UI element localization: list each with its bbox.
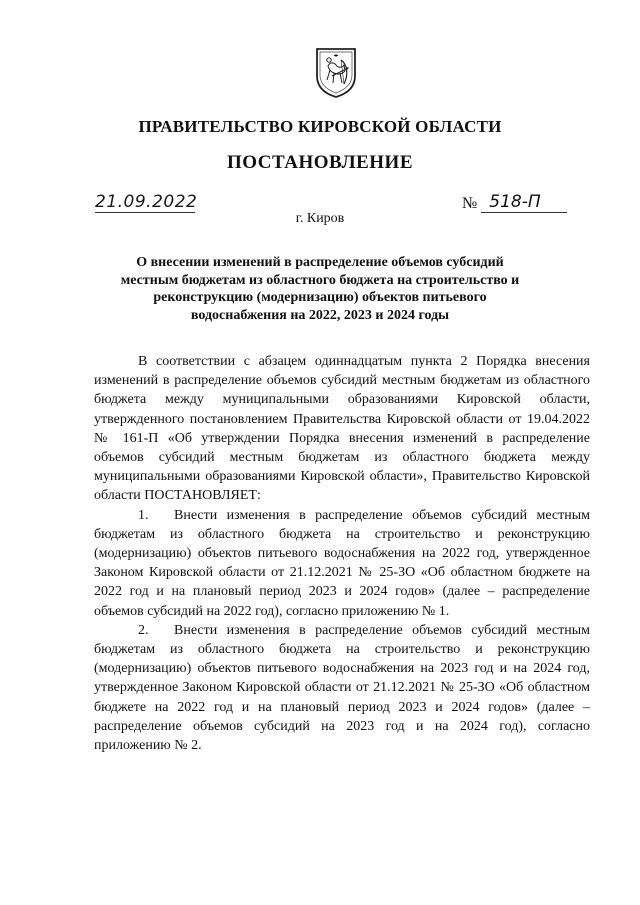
number-value: 518-П xyxy=(481,192,567,213)
item-number: 1. xyxy=(138,507,149,523)
document-subject: О внесении изменений в распределение объемов субсидий местным бюджетам из областного бюджета на строительство и реконструкцию (модернизацию) объектов питьевого водоснабжения на 2022, 2023 и 2024 годы xyxy=(120,255,520,323)
item-text: Внести изменения в распределение объемов субсидий местным бюджетам из областного бюджета на строительство и реконструкцию (модернизацию) объектов питьевого водоснабжения на 2023 год и на 2024 год, утвержденное Законом Кировской области от 21.12.2021 № 25-ЗО «Об областном бюджете на 2022 год и на плановый период 2023 и 2024 годов» (далее – распределение объемов субсидий на 2023 год и на 2024 год), согласно приложению № 2. xyxy=(94,622,590,754)
list-item xyxy=(94,506,590,621)
item-text: Внести изменения в распределение объемов субсидий местным бюджетам из областного бюджета на строительство и реконструкцию (модернизацию) объектов питьевого водоснабжения на 2022 год, утвержденное Законом Кировской области от 21.12.2021 № 25-ЗО «Об областном бюджете на 2022 год и на плановый период 2023 и 2024 годов» (далее – распределение объемов субсидий на 2022 год), согласно приложению № 1. xyxy=(94,507,590,619)
list-item xyxy=(94,621,590,755)
document-date: 21.09.2022 xyxy=(95,192,198,212)
document-body xyxy=(94,352,590,755)
organization-title: ПРАВИТЕЛЬСТВО КИРОВСКОЙ ОБЛАСТИ xyxy=(138,117,502,136)
coat-of-arms-icon xyxy=(314,46,358,98)
document-number xyxy=(462,192,567,213)
item-number: 2. xyxy=(138,622,149,638)
city: г. Киров xyxy=(295,211,345,226)
document-type: ПОСТАНОВЛЕНИЕ xyxy=(226,152,414,173)
preamble-paragraph: В соответствии с абзацем одиннадцатым пункта 2 Порядка внесения изменений в распределение объемов субсидий местным бюджетам из областного бюджета между муниципальными образованиями Кировской области, утвержденного постановлением Правительства Кировской области от 19.04.2022 № 161-П «Об утверждении Порядка внесения изменений в распределение объемов субсидий местным бюджетам из областного бюджета между муниципальными образованиями Кировской области», Правительство Кировской области ПОСТАНОВЛЯЕТ: xyxy=(94,354,590,504)
number-sign: № xyxy=(462,195,478,212)
